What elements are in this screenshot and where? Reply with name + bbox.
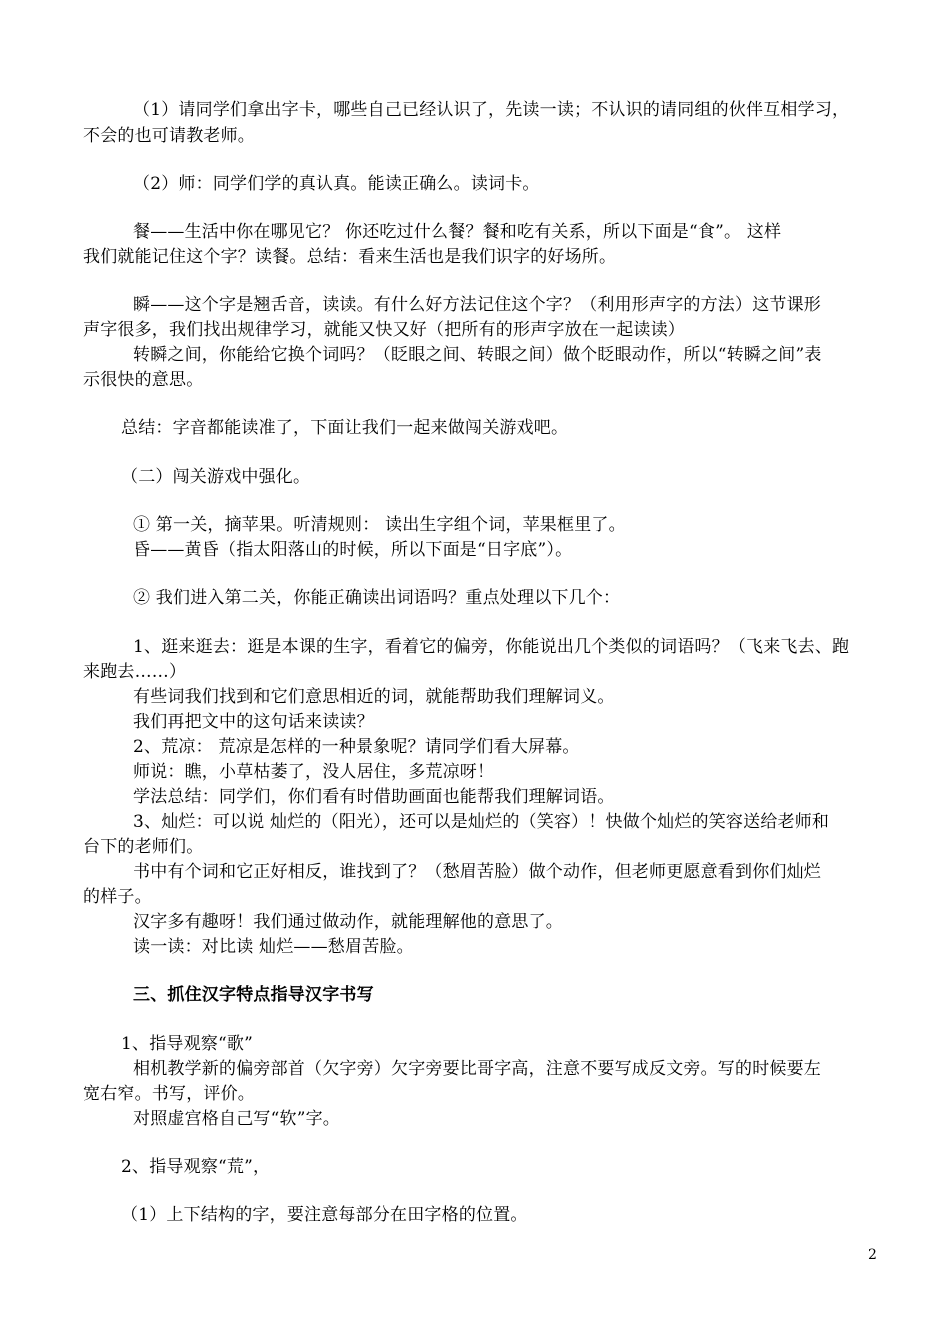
text-line: 转瞬之间，你能给它换个词吗？（眨眼之间、转眼之间）做个眨眼动作，所以“转瞬之间”表 [133, 345, 822, 365]
text-line: （二）闯关游戏中强化。 [121, 467, 311, 487]
text-line: 2、指导观察“荒”， [121, 1157, 271, 1177]
text-line: 汉字多有趣呀！我们通过做动作，就能理解他的意思了。 [133, 912, 563, 932]
text-line: 总结：字音都能读准了，下面让我们一起来做闯关游戏吧。 [121, 418, 569, 438]
text-line: 声字很多，我们找出规律学习，就能又快又好（把所有的形声字放在一起读读） [83, 320, 685, 340]
text-line: 不会的也可请教老师。 [83, 126, 255, 146]
text-line: 1、指导观察“歌” [121, 1034, 253, 1054]
text-line: 读一读：对比读 灿烂——愁眉苦脸。 [133, 937, 414, 957]
text-line: 2、荒凉： 荒凉是怎样的一种景象呢？请同学们看大屏幕。 [133, 737, 580, 757]
text-line: 宽右窄。书写，评价。 [83, 1084, 255, 1104]
text-line: ① 第一关，摘苹果。听清规则： 读出生字组个词，苹果框里了。 [133, 515, 626, 535]
text-line: ② 我们进入第二关，你能正确读出词语吗？重点处理以下几个： [133, 588, 621, 608]
text-line: （1）上下结构的字，要注意每部分在田字格的位置。 [121, 1205, 528, 1225]
text-line: 示很快的意思。 [83, 370, 204, 390]
text-line: 我们就能记住这个字？读餐。总结：看来生活也是我们识字的好场所。 [83, 247, 617, 267]
text-line: 我们再把文中的这句话来读读？ [133, 712, 374, 732]
page-number: 2 [868, 1247, 877, 1263]
text-line: 台下的老师们。 [83, 837, 204, 857]
text-line: （2）师：同学们学的真认真。能读正确么。读词卡。 [133, 174, 540, 194]
text-line: 师说：瞧，小草枯萎了，没人居住，多荒凉呀！ [133, 762, 495, 782]
section-heading: 三、抓住汉字特点指导汉字书写 [133, 985, 374, 1005]
text-line: 的样子。 [83, 887, 152, 907]
text-line: 1、逛来逛去：逛是本课的生字，看着它的偏旁，你能说出几个类似的词语吗？（飞来飞去、跑 [133, 637, 850, 657]
text-line: 昏——黄昏（指太阳落山的时候，所以下面是“日字底”）。 [133, 540, 573, 560]
text-line: 学法总结：同学们，你们看有时借助画面也能帮我们理解词语。 [133, 787, 615, 807]
text-line: 餐——生活中你在哪见它？ 你还吃过什么餐？餐和吃有关系，所以下面是“食”。 这样 [133, 222, 782, 242]
text-line: 瞬——这个字是翘舌音，读读。有什么好方法记住这个字？（利用形声字的方法）这节课形 [133, 295, 821, 315]
text-line: 来跑去……） [83, 662, 187, 682]
text-line: 书中有个词和它正好相反，谁找到了？（愁眉苦脸）做个动作，但老师更愿意看到你们灿烂 [133, 862, 821, 882]
text-line: 有些词我们找到和它们意思相近的词，就能帮助我们理解词义。 [133, 687, 615, 707]
text-line: （1）请同学们拿出字卡，哪些自己已经认识了，先读一读；不认识的请同组的伙伴互相学习， [133, 100, 850, 120]
text-line: 相机教学新的偏旁部首（欠字旁）欠字旁要比哥字高，注意不要写成反文旁。写的时候要左 [133, 1059, 821, 1079]
text-line: 3、灿烂：可以说 灿烂的（阳光），还可以是灿烂的（笑容）！快做个灿烂的笑容送给老师和 [133, 812, 830, 832]
text-line: 对照虚宫格自己写“软”字。 [133, 1109, 340, 1129]
